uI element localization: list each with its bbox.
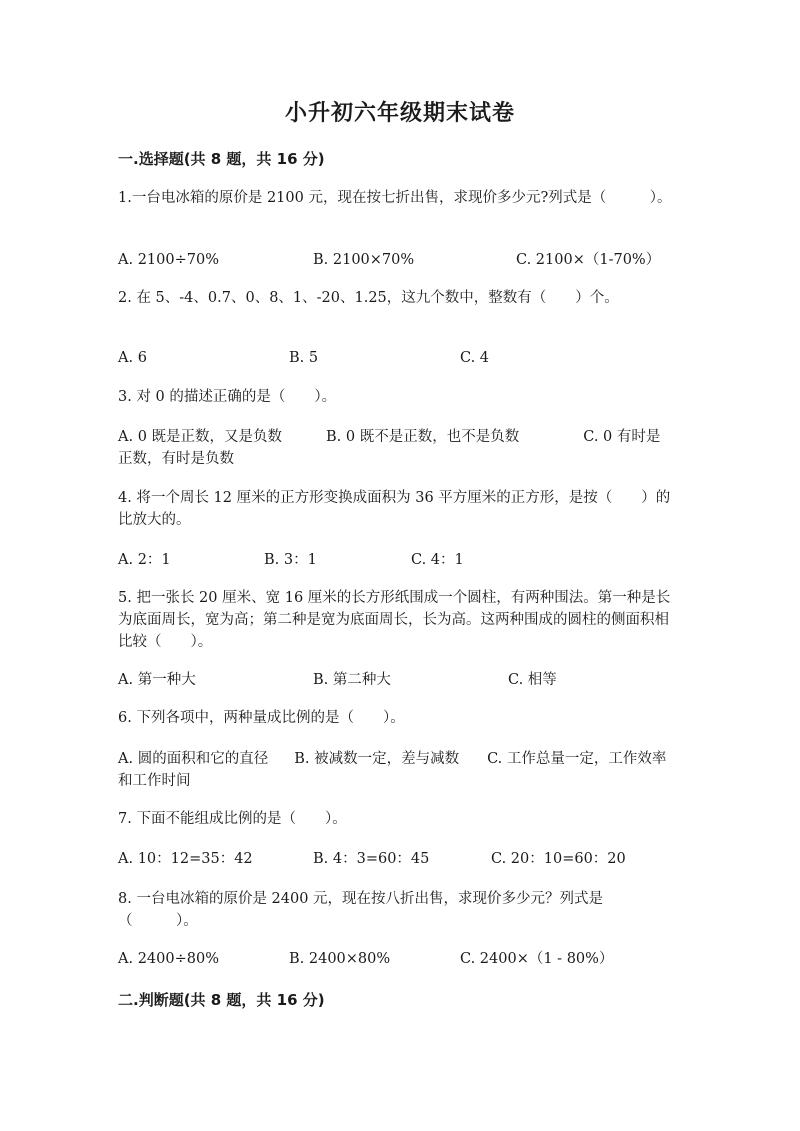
question-2-option-c[interactable]: C. 4 — [460, 350, 490, 366]
section-heading-judgement: 二.判断题(共 8 题，共 16 分) — [118, 991, 325, 1009]
question-4-option-a[interactable]: A. 2：1 — [118, 552, 171, 568]
question-2-text: 2. 在 5、-4、0.7、0、8、1、-20、1.25，这九个数中，整数有（ ）个。 — [118, 290, 619, 306]
question-8-option-b[interactable]: B. 2400×80% — [289, 951, 391, 967]
section-heading-choice: 一.选择题(共 8 题，共 16 分) — [118, 150, 325, 168]
question-7-text: 7. 下面不能组成比例的是（ ）。 — [118, 811, 347, 827]
question-6-option-a[interactable]: A. 圆的面积和它的直径 — [118, 751, 269, 767]
question-1-option-a[interactable]: A. 2100÷70% — [118, 252, 219, 268]
question-3-text: 3. 对 0 的描述正确的是（ ）。 — [118, 389, 337, 405]
question-3-option-b[interactable]: B. 0 既不是正数，也不是负数 — [326, 429, 520, 445]
question-6-text: 6. 下列各项中，两种量成比例的是（ ）。 — [118, 710, 405, 726]
question-1-option-b[interactable]: B. 2100×70% — [313, 252, 415, 268]
question-8-text: 8. 一台电冰箱的原价是 2400 元，现在按八折出售，求现价多少元？列式是（ ）。 — [118, 891, 604, 929]
question-4-option-b[interactable]: B. 3：1 — [264, 552, 317, 568]
question-2-option-a[interactable]: A. 6 — [118, 350, 147, 366]
question-1-option-c[interactable]: C. 2100×（1-70%） — [516, 252, 661, 268]
question-3-option-a[interactable]: A. 0 既是正数，又是负数 — [118, 429, 283, 445]
question-3-options — [118, 426, 670, 470]
question-8-option-a[interactable]: A. 2400÷80% — [118, 951, 219, 967]
question-4-text: 4. 将一个周长 12 厘米的正方形变换成面积为 36 平方厘米的正方形，是按（ ）的比放大的。 — [118, 490, 671, 528]
question-6-option-b[interactable]: B. 被减数一定，差与减数 — [294, 751, 460, 767]
question-8-option-c[interactable]: C. 2400×（1 - 80%） — [460, 951, 614, 967]
question-3-option-c[interactable]: C. 0 有时是正数，有时是负数 — [118, 429, 661, 467]
question-6-options — [118, 748, 670, 792]
question-6-option-c[interactable]: C. 工作总量一定，工作效率和工作时间 — [118, 751, 667, 789]
question-1-text: 1.一台电冰箱的原价是 2100 元，现在按七折出售，求现价多少元?列式是（ ）。 — [118, 190, 672, 206]
page-title: 小升初六年级期末试卷 — [284, 100, 515, 126]
question-7-option-a[interactable]: A. 10：12=35：42 — [118, 851, 253, 867]
question-7-option-b[interactable]: B. 4：3=60：45 — [313, 851, 430, 867]
question-5-option-b[interactable]: B. 第二种大 — [313, 672, 391, 688]
question-5-text: 5. 把一张长 20 厘米、宽 16 厘米的长方形纸围成一个圆柱，有两种围法。第一种是长为底面周长，宽为高；第二种是宽为底面周长，长为高。这两种围成的圆柱的侧面积相比较（ ）。 — [118, 590, 671, 650]
question-5-option-a[interactable]: A. 第一种大 — [118, 672, 196, 688]
question-7-option-c[interactable]: C. 20：10=60：20 — [491, 851, 626, 867]
question-4-option-c[interactable]: C. 4：1 — [411, 552, 464, 568]
question-2-option-b[interactable]: B. 5 — [289, 350, 319, 366]
question-5-option-c[interactable]: C. 相等 — [508, 672, 557, 688]
